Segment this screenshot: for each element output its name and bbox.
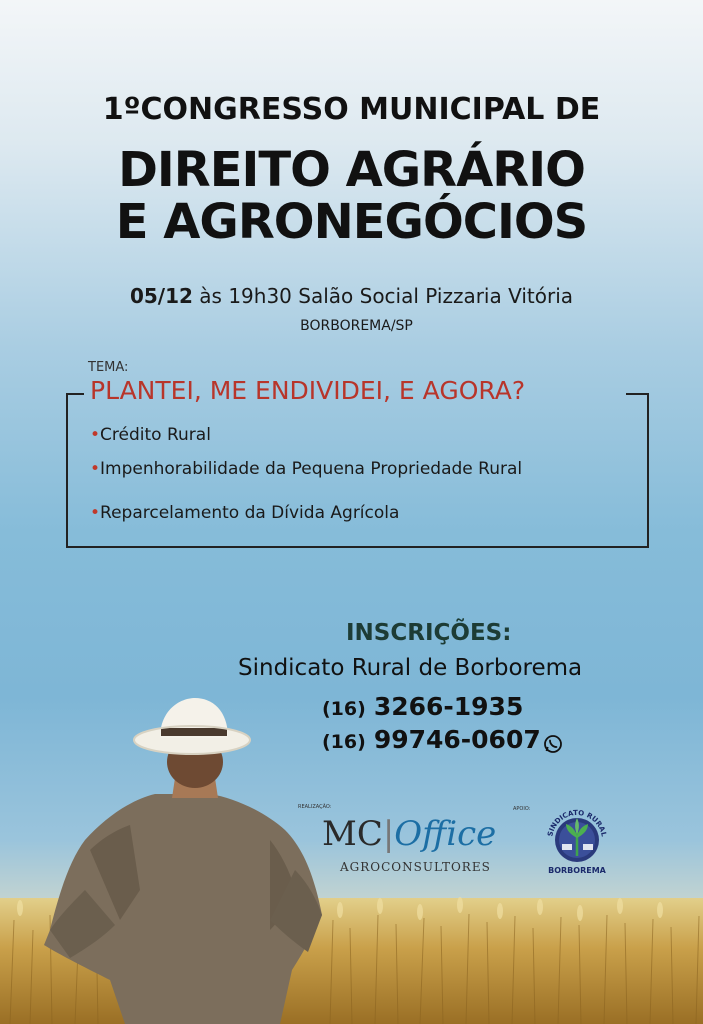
event-city: BORBOREMA/SP — [300, 318, 413, 334]
tema-item — [90, 425, 211, 445]
seal-top-text: SINDICATO RURAL — [546, 808, 608, 838]
tema-item-text: Crédito Rural — [100, 425, 211, 445]
bullet-dot: • — [90, 459, 101, 479]
mc-logo-right: Office — [394, 814, 497, 854]
tema-item — [90, 459, 522, 479]
tema-item — [90, 503, 399, 523]
whatsapp-icon — [543, 734, 563, 754]
mc-office-subtitle: AGROCONSULTORES — [340, 860, 491, 874]
realizacao-label: REALIZAÇÃO: — [298, 804, 332, 810]
event-details: às 19h30 Salão Social Pizzaria Vitória — [192, 284, 574, 308]
title-line-1: 1ºCONGRESSO MUNICIPAL DE — [102, 92, 601, 127]
tema-title: PLANTEI, ME ENDIVIDEI, E AGORA? — [90, 376, 526, 405]
tema-frame-top-right — [626, 393, 649, 395]
bullet-dot: • — [90, 503, 101, 523]
phone-ddd: (16) — [322, 731, 366, 753]
inscricoes-org: Sindicato Rural de Borborema — [238, 655, 583, 681]
phone-ddd: (16) — [322, 698, 366, 720]
tema-label: TEMA: — [88, 360, 129, 375]
mc-logo-bar: | — [382, 814, 395, 854]
sindicato-seal-logo — [544, 804, 610, 870]
mc-office-logo — [322, 814, 496, 854]
inscricoes-heading: INSCRIÇÕES: — [346, 620, 512, 646]
bullet-dot: • — [90, 425, 101, 445]
phone-digits: 3266-1935 — [373, 692, 524, 721]
whatsapp-number[interactable] — [322, 725, 563, 754]
tema-item-text: Impenhorabilidade da Pequena Propriedade Rural — [100, 459, 523, 479]
farmer-illustration — [30, 690, 330, 1024]
event-date: 05/12 — [129, 284, 193, 308]
phone-digits: 99746-0607 — [373, 725, 541, 754]
title-line-2: DIREITO AGRÁRIO — [118, 142, 585, 198]
title-line-3: E AGRONEGÓCIOS — [115, 194, 588, 250]
event-datetime-venue — [0, 284, 703, 308]
tema-item-text: Reparcelamento da Dívida Agrícola — [100, 503, 400, 523]
apoio-label: APOIO: — [513, 806, 531, 812]
tema-frame-top-left — [66, 393, 84, 395]
mc-logo-left: MC — [322, 814, 383, 854]
phone-number[interactable] — [322, 692, 523, 721]
seal-bottom-text: BORBOREMA — [548, 866, 606, 875]
